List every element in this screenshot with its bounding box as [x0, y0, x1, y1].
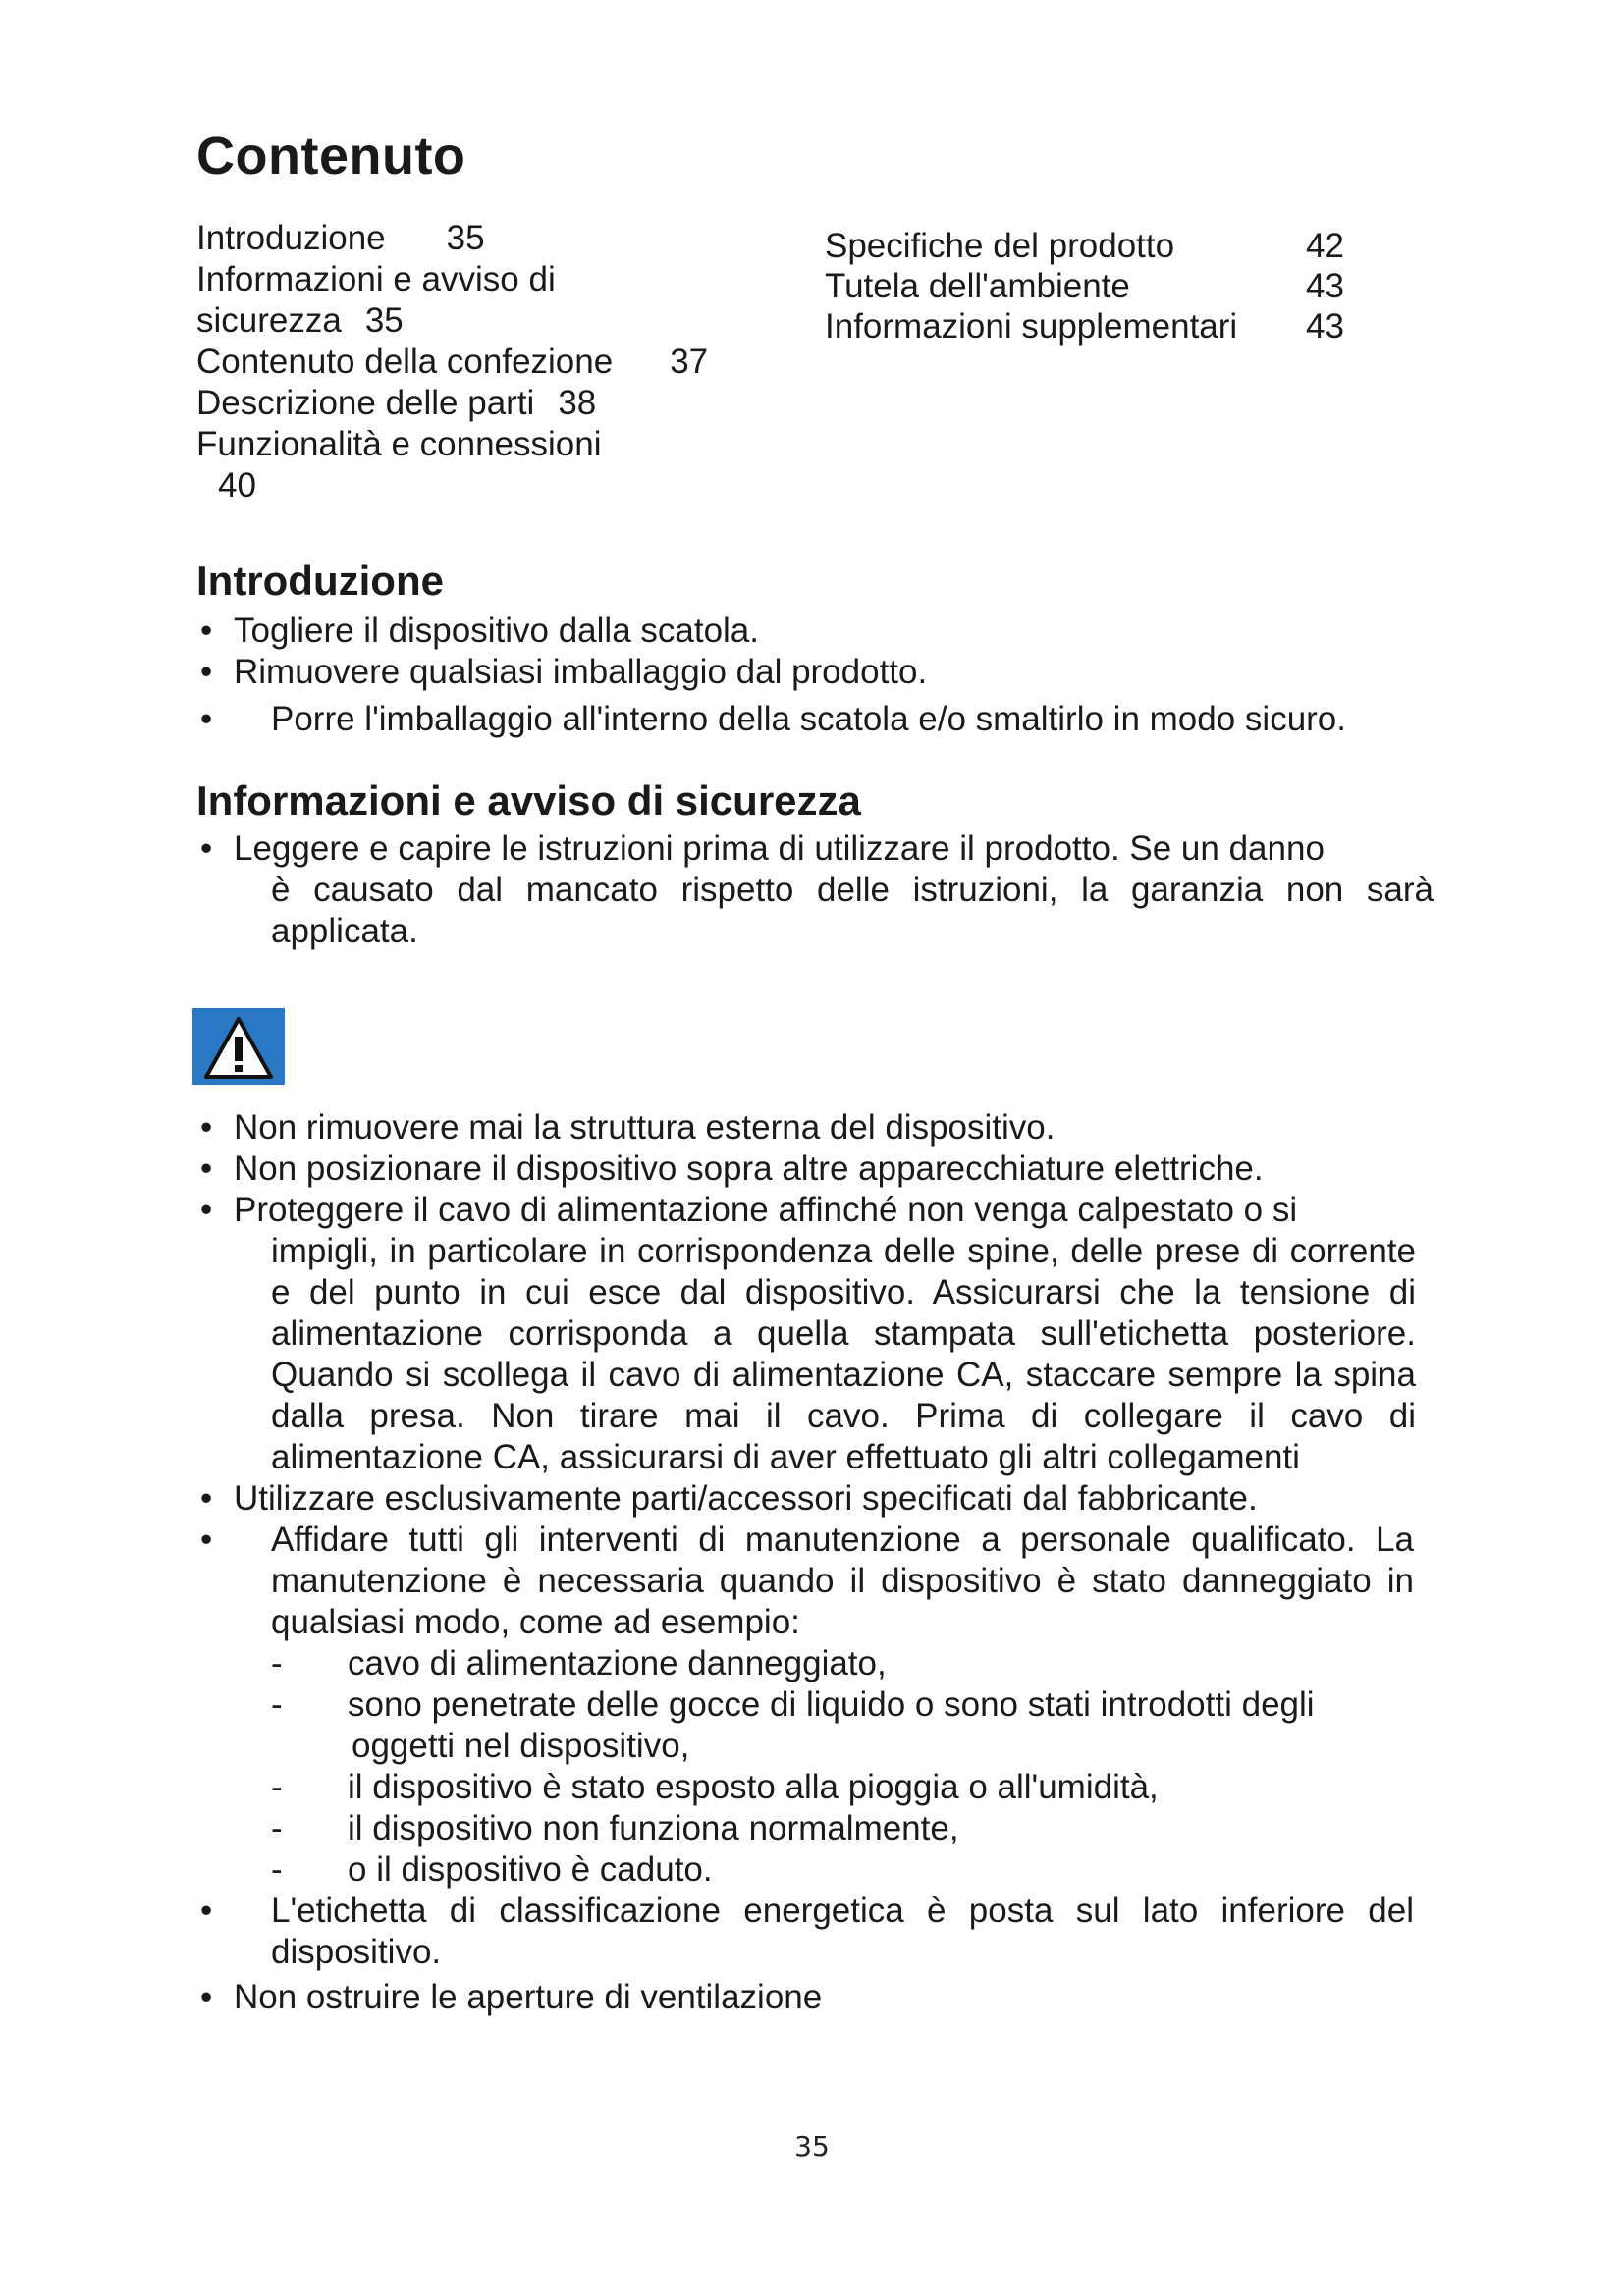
list-item-text: Rimuovere qualsiasi imballaggio dal prodotto.: [234, 653, 928, 691]
list-item: [196, 1190, 1434, 1478]
toc-entry-title: Tutela dell'ambiente: [825, 267, 1130, 305]
intro-list: [196, 611, 1434, 740]
list-item: [196, 1107, 1434, 1148]
sub-list-item: [196, 1684, 1434, 1726]
bullet: •: [200, 1892, 213, 1930]
bullet: •: [200, 1108, 213, 1147]
list-item-text: Leggere e capire le istruzioni prima di utilizzare il prodotto. Se un danno: [234, 829, 1325, 868]
bullet: •: [200, 1191, 213, 1229]
bullet: •: [200, 1149, 213, 1188]
sub-list-item: [196, 1767, 1434, 1808]
bullet: •: [200, 612, 213, 650]
list-item: [196, 828, 1434, 952]
toc-entry-title: Contenuto della confezione: [196, 343, 614, 381]
toc-entry-title: Informazioni supplementari: [825, 307, 1238, 346]
toc-entry-title: Introduzione: [196, 219, 386, 257]
toc-right-column: [825, 226, 1375, 347]
list-item-text: L'etichetta di classificazione energetica è posta sul lato inferiore del dispositivo.: [271, 1892, 1414, 1971]
toc-entry-title-cont: sicurezza: [196, 301, 342, 340]
sub-list-item-text: il dispositivo non funziona normalmente,: [348, 1809, 959, 1847]
page-title: Contenuto: [196, 127, 466, 186]
toc-entry-confezione[interactable]: [196, 342, 746, 383]
toc-left-column: [196, 218, 746, 507]
warning-triangle-icon: [192, 1008, 285, 1085]
dash: -: [271, 1809, 283, 1847]
sub-list: [196, 1643, 1434, 1891]
toc-entry-page: 42: [1306, 227, 1344, 265]
bullet: •: [200, 1521, 213, 1559]
toc-entry-page: 43: [1306, 267, 1344, 305]
dash: -: [271, 1850, 283, 1889]
list-item: [196, 1977, 1434, 2018]
toc-entry-page: 37: [670, 343, 709, 381]
sub-list-item-cont: [196, 1726, 1434, 1767]
list-item: [196, 611, 1434, 652]
toc-entry-page: 38: [558, 384, 597, 422]
list-item-text: Non ostruire le aperture di ventilazione: [234, 1978, 823, 2016]
list-item-text: Affidare tutti gli interventi di manutenzione a personale qualificato. La manutenzione è necessaria quando il dispositivo è stato danneggiato in qualsiasi modo, come ad esempio:: [271, 1521, 1414, 1641]
safety-intro-list: [196, 828, 1434, 952]
bullet: •: [200, 1978, 213, 2016]
list-item: [196, 699, 1434, 740]
list-item-text-cont: è causato dal mancato rispetto delle istruzioni, la garanzia non sarà applicata.: [271, 871, 1434, 950]
list-item-text-cont: impigli, in particolare in corrispondenza delle spine, delle prese di corrente e del punto in cui esce dal dispositivo. Assicurarsi che la tensione di alimentazione corrisponda a quella stampata sull'etichetta posteriore. Quando si scollega il cavo di alimentazione CA, staccare sempre la spina dalla presa. Non tirare mai il cavo. Prima di collegare il cavo di alimentazione CA, assicurarsi di aver effettuato gli altri collegamenti: [271, 1232, 1416, 1476]
safety-list: [196, 1107, 1434, 2018]
toc-entry-supplementari[interactable]: [825, 306, 1375, 347]
sub-list-item-text: o il dispositivo è caduto.: [348, 1850, 713, 1889]
list-item-text: Proteggere il cavo di alimentazione affinché non venga calpestato o si: [234, 1191, 1298, 1229]
toc-entry-title: Funzionalità e connessioni: [196, 425, 602, 463]
safety-heading: Informazioni e avviso di sicurezza: [196, 777, 861, 824]
bullet: •: [200, 1479, 213, 1518]
toc-entry-page: 35: [364, 301, 404, 340]
toc-entry-page: 40: [218, 466, 256, 505]
toc-entry-title: Informazioni e avviso di: [196, 260, 556, 298]
toc-entry-title: Descrizione delle parti: [196, 384, 535, 422]
list-item: [196, 652, 1434, 693]
dash: -: [271, 1768, 283, 1806]
toc-entry-specifiche[interactable]: [825, 226, 1375, 266]
sub-list-item: [196, 1849, 1434, 1891]
toc-entry-title: Specifiche del prodotto: [825, 227, 1175, 265]
list-item-text: Togliere il dispositivo dalla scatola.: [234, 612, 759, 650]
sub-list-item-text-cont: oggetti nel dispositivo,: [352, 1727, 690, 1765]
intro-heading: Introduzione: [196, 558, 444, 604]
list-item-text: Porre l'imballaggio all'interno della scatola e/o smaltirlo in modo sicuro.: [271, 700, 1346, 738]
toc-entry-funzionalita[interactable]: [196, 424, 746, 507]
list-item-text: Non posizionare il dispositivo sopra altre apparecchiature elettriche.: [234, 1149, 1264, 1188]
toc-entry-introduzione[interactable]: [196, 218, 746, 259]
bullet: •: [200, 829, 213, 868]
bullet: •: [200, 653, 213, 691]
list-item: [196, 1478, 1434, 1520]
dash: -: [271, 1685, 283, 1724]
list-item: [196, 1891, 1434, 1973]
toc-entry-ambiente[interactable]: [825, 266, 1375, 306]
list-item-text: Utilizzare esclusivamente parti/accessori specificati dal fabbricante.: [234, 1479, 1258, 1518]
toc-entry-descrizione[interactable]: [196, 383, 746, 424]
sub-list-item-text: cavo di alimentazione danneggiato,: [348, 1644, 887, 1682]
dash: -: [271, 1644, 283, 1682]
toc-entry-page: 43: [1306, 307, 1344, 346]
list-item-text: Non rimuovere mai la struttura esterna del dispositivo.: [234, 1108, 1056, 1147]
toc-entry-page: 35: [446, 219, 485, 257]
page-number: 35: [794, 2130, 830, 2163]
sub-list-item-text: il dispositivo è stato esposto alla pioggia o all'umidità,: [348, 1768, 1159, 1806]
sub-list-item-text: sono penetrate delle gocce di liquido o sono stati introdotti degli: [348, 1685, 1315, 1724]
sub-list-item: [196, 1808, 1434, 1849]
toc-entry-sicurezza[interactable]: [196, 259, 746, 342]
sub-list-item: [196, 1643, 1434, 1684]
list-item: [196, 1148, 1434, 1190]
bullet: •: [200, 700, 213, 738]
list-item: [196, 1520, 1434, 1891]
